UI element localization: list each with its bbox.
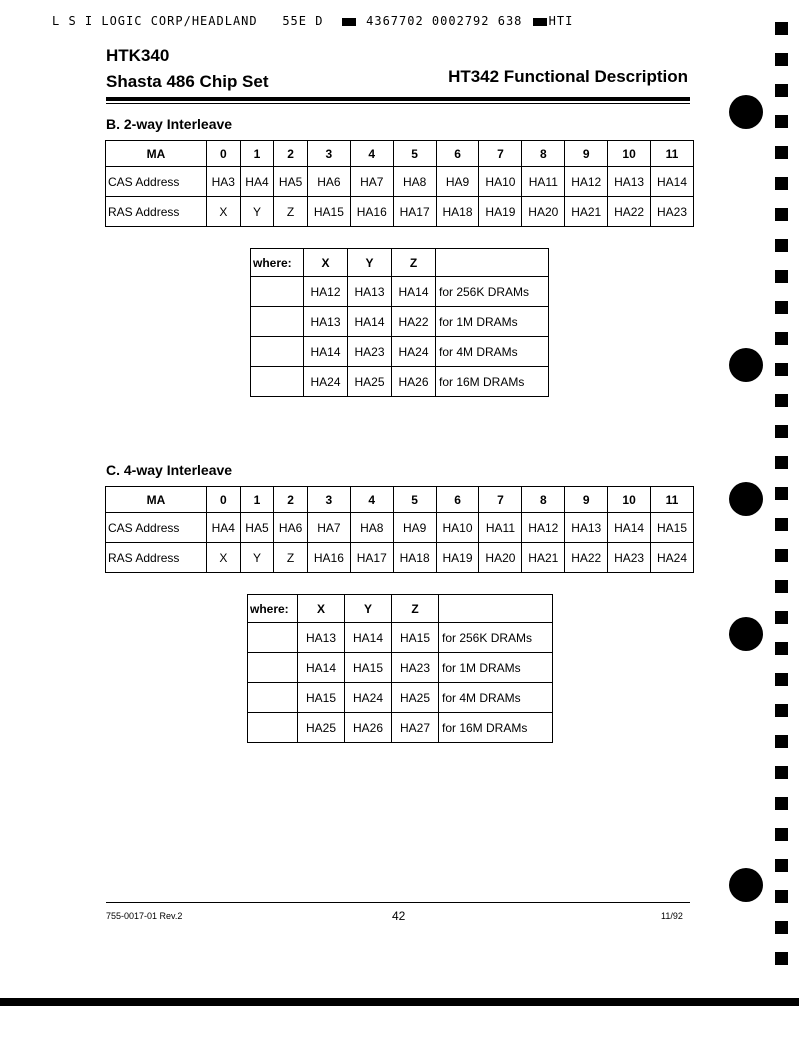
table-cell: 4 <box>350 141 393 167</box>
table-cell: for 256K DRAMs <box>436 277 549 307</box>
table-cell: for 256K DRAMs <box>439 623 553 653</box>
edge-mark <box>775 301 788 314</box>
table-row <box>251 367 549 397</box>
table-cell: X <box>298 595 345 623</box>
footer-doc-number: 755-0017-01 Rev.2 <box>106 911 183 921</box>
table-cell: 8 <box>522 487 565 513</box>
table-cell: HA18 <box>393 543 436 573</box>
edge-mark <box>775 53 788 66</box>
table-cell: HA25 <box>392 683 439 713</box>
table-cell: 11 <box>651 487 694 513</box>
table-cell: X <box>207 543 241 573</box>
table-row <box>248 653 553 683</box>
document-subtitle: Shasta 486 Chip Set <box>106 72 269 91</box>
table-cell: for 1M DRAMs <box>439 653 553 683</box>
table-cell: HA5 <box>274 167 308 197</box>
table-cell: 7 <box>479 141 522 167</box>
table-cell: HA27 <box>392 713 439 743</box>
table-cell: HA23 <box>392 653 439 683</box>
ma-header-cell: MA <box>106 487 207 513</box>
table-cell: HA12 <box>565 167 608 197</box>
punch-hole <box>729 348 763 382</box>
table-cell: Z <box>392 249 436 277</box>
table-cell: 3 <box>307 487 350 513</box>
table-cell: HA22 <box>565 543 608 573</box>
table-cell: X <box>207 197 241 227</box>
table-cell: HA23 <box>651 197 694 227</box>
table-cell: HA12 <box>522 513 565 543</box>
table-cell: HA6 <box>307 167 350 197</box>
table-row <box>248 623 553 653</box>
edge-mark <box>775 394 788 407</box>
table-cell <box>248 713 298 743</box>
table-cell: Y <box>240 197 274 227</box>
edge-mark <box>775 859 788 872</box>
table-cell: HA8 <box>350 513 393 543</box>
table-cell: HA13 <box>565 513 608 543</box>
table-cell: 3 <box>307 141 350 167</box>
table-cell: HA15 <box>392 623 439 653</box>
table-cell: HA9 <box>393 513 436 543</box>
table-row <box>251 337 549 367</box>
table-cell: 2 <box>274 487 308 513</box>
where-header-cell: where: <box>251 249 304 277</box>
table-cell: HA16 <box>350 197 393 227</box>
table-cell: HA21 <box>565 197 608 227</box>
table-cell <box>248 623 298 653</box>
table-cell: HA10 <box>436 513 479 543</box>
stamp-code-a: 55E D <box>282 14 324 28</box>
table-cell: 10 <box>608 487 651 513</box>
table-cell: HA14 <box>348 307 392 337</box>
table-cell: 5 <box>393 487 436 513</box>
table-cell <box>251 307 304 337</box>
table-cell <box>436 249 549 277</box>
table-row <box>248 713 553 743</box>
table-cell: 8 <box>522 141 565 167</box>
stamp-company: L S I LOGIC CORP/HEADLAND <box>52 14 258 28</box>
table-cell <box>248 683 298 713</box>
table-cell: HA7 <box>307 513 350 543</box>
ma-header-cell: MA <box>106 141 207 167</box>
edge-mark <box>775 177 788 190</box>
table-row <box>251 307 549 337</box>
table-cell: HA11 <box>522 167 565 197</box>
table-header-row <box>251 249 549 277</box>
table-cell: HA18 <box>436 197 479 227</box>
scan-bottom-bar <box>0 998 799 1006</box>
table-cell: HA16 <box>307 543 350 573</box>
table-cell: HA24 <box>392 337 436 367</box>
table-cell: HA14 <box>304 337 348 367</box>
table-cell: HA17 <box>350 543 393 573</box>
table-cell <box>251 337 304 367</box>
stamp-block-mark <box>533 18 547 26</box>
edge-mark <box>775 270 788 283</box>
table-row <box>251 277 549 307</box>
edge-mark <box>775 797 788 810</box>
table-cell: HA19 <box>436 543 479 573</box>
edge-mark <box>775 22 788 35</box>
table-cell <box>248 653 298 683</box>
section-b-where-table <box>250 248 549 397</box>
table-cell: HA5 <box>240 513 274 543</box>
table-cell: HA24 <box>651 543 694 573</box>
table-cell: HA9 <box>436 167 479 197</box>
table-cell: for 16M DRAMs <box>439 713 553 743</box>
edge-mark <box>775 673 788 686</box>
table-cell: Y <box>345 595 392 623</box>
table-cell: HA14 <box>298 653 345 683</box>
edge-mark <box>775 425 788 438</box>
edge-mark <box>775 611 788 624</box>
edge-mark <box>775 735 788 748</box>
edge-mark <box>775 363 788 376</box>
table-cell: HA3 <box>207 167 241 197</box>
edge-mark <box>775 146 788 159</box>
table-cell: 2 <box>274 141 308 167</box>
table-cell: HA13 <box>608 167 651 197</box>
table-cell: HA25 <box>298 713 345 743</box>
section-b-ma-table <box>105 140 694 227</box>
table-cell: 7 <box>479 487 522 513</box>
row-label: CAS Address <box>106 513 207 543</box>
table-cell: 6 <box>436 487 479 513</box>
edge-mark <box>775 890 788 903</box>
table-cell: Y <box>348 249 392 277</box>
edge-mark <box>775 828 788 841</box>
edge-mark <box>775 208 788 221</box>
footer-page-number: 42 <box>392 909 406 923</box>
edge-mark <box>775 84 788 97</box>
edge-mark <box>775 332 788 345</box>
table-cell: HA24 <box>345 683 392 713</box>
table-cell <box>251 277 304 307</box>
table-cell: HA4 <box>240 167 274 197</box>
table-cell: HA21 <box>522 543 565 573</box>
table-cell: 10 <box>608 141 651 167</box>
table-cell: for 4M DRAMs <box>436 337 549 367</box>
table-cell: HA6 <box>274 513 308 543</box>
table-cell: HA14 <box>392 277 436 307</box>
table-cell: for 4M DRAMs <box>439 683 553 713</box>
edge-mark <box>775 580 788 593</box>
table-cell: HA15 <box>345 653 392 683</box>
table-cell: 5 <box>393 141 436 167</box>
table-cell: HA8 <box>393 167 436 197</box>
document-section-title: HT342 Functional Description <box>448 67 688 86</box>
edge-mark <box>775 115 788 128</box>
table-cell: Y <box>240 543 274 573</box>
table-cell: HA13 <box>298 623 345 653</box>
edge-mark <box>775 518 788 531</box>
table-cell: 0 <box>207 487 241 513</box>
table-cell: HA22 <box>608 197 651 227</box>
table-header-row <box>248 595 553 623</box>
table-header-row <box>106 487 694 513</box>
table-cell: HA14 <box>345 623 392 653</box>
table-cell: for 1M DRAMs <box>436 307 549 337</box>
table-row <box>248 683 553 713</box>
stamp-code-c: HTI <box>548 14 574 28</box>
table-row <box>106 167 694 197</box>
edge-mark <box>775 766 788 779</box>
where-header-cell: where: <box>248 595 298 623</box>
document-id: HTK340 <box>106 46 170 65</box>
footer-rule <box>106 902 690 903</box>
table-cell: HA17 <box>393 197 436 227</box>
edge-mark <box>775 549 788 562</box>
punch-hole <box>729 617 763 651</box>
table-cell: 9 <box>565 487 608 513</box>
edge-mark <box>775 239 788 252</box>
section-c-ma-table <box>105 486 694 573</box>
section-c-title: C. 4-way Interleave <box>106 462 233 478</box>
table-cell: HA26 <box>345 713 392 743</box>
edge-mark <box>775 456 788 469</box>
table-cell: for 16M DRAMs <box>436 367 549 397</box>
table-cell: 1 <box>240 487 274 513</box>
row-label: RAS Address <box>106 543 207 573</box>
table-cell: Z <box>274 197 308 227</box>
stamp-block-mark <box>342 18 356 26</box>
stamp-code-b: 4367702 0002792 638 <box>366 14 523 28</box>
header-rule <box>106 97 690 101</box>
row-label: RAS Address <box>106 197 207 227</box>
table-cell: 11 <box>651 141 694 167</box>
table-cell: HA20 <box>522 197 565 227</box>
table-cell: HA20 <box>479 543 522 573</box>
punch-hole <box>729 95 763 129</box>
table-cell: HA19 <box>479 197 522 227</box>
table-cell: HA23 <box>608 543 651 573</box>
table-cell: 6 <box>436 141 479 167</box>
punch-hole <box>729 868 763 902</box>
edge-mark <box>775 921 788 934</box>
table-cell: HA15 <box>307 197 350 227</box>
punch-hole <box>729 482 763 516</box>
table-cell: HA4 <box>207 513 241 543</box>
row-label: CAS Address <box>106 167 207 197</box>
table-cell: HA10 <box>479 167 522 197</box>
table-cell: 0 <box>207 141 241 167</box>
table-cell: Z <box>274 543 308 573</box>
table-cell: HA14 <box>651 167 694 197</box>
table-cell: HA22 <box>392 307 436 337</box>
table-row <box>106 513 694 543</box>
table-cell: 4 <box>350 487 393 513</box>
table-cell: X <box>304 249 348 277</box>
section-c-where-table <box>247 594 553 743</box>
table-row <box>106 543 694 573</box>
table-cell: HA14 <box>608 513 651 543</box>
table-cell <box>251 367 304 397</box>
edge-mark <box>775 704 788 717</box>
table-cell: HA11 <box>479 513 522 543</box>
table-row <box>106 197 694 227</box>
table-cell: HA26 <box>392 367 436 397</box>
table-cell: HA13 <box>348 277 392 307</box>
table-cell: HA12 <box>304 277 348 307</box>
table-cell: HA25 <box>348 367 392 397</box>
table-cell: HA13 <box>304 307 348 337</box>
header-rule-thin <box>106 103 690 104</box>
table-cell: HA24 <box>304 367 348 397</box>
table-cell: HA7 <box>350 167 393 197</box>
table-cell <box>439 595 553 623</box>
table-cell: Z <box>392 595 439 623</box>
table-cell: 1 <box>240 141 274 167</box>
table-header-row <box>106 141 694 167</box>
table-cell: 9 <box>565 141 608 167</box>
table-cell: HA23 <box>348 337 392 367</box>
header-stamp <box>52 14 752 28</box>
table-cell: HA15 <box>298 683 345 713</box>
section-b-title: B. 2-way Interleave <box>106 116 233 132</box>
edge-mark <box>775 642 788 655</box>
footer-date: 11/92 <box>661 911 683 921</box>
edge-mark <box>775 487 788 500</box>
table-cell: HA15 <box>651 513 694 543</box>
edge-mark <box>775 952 788 965</box>
